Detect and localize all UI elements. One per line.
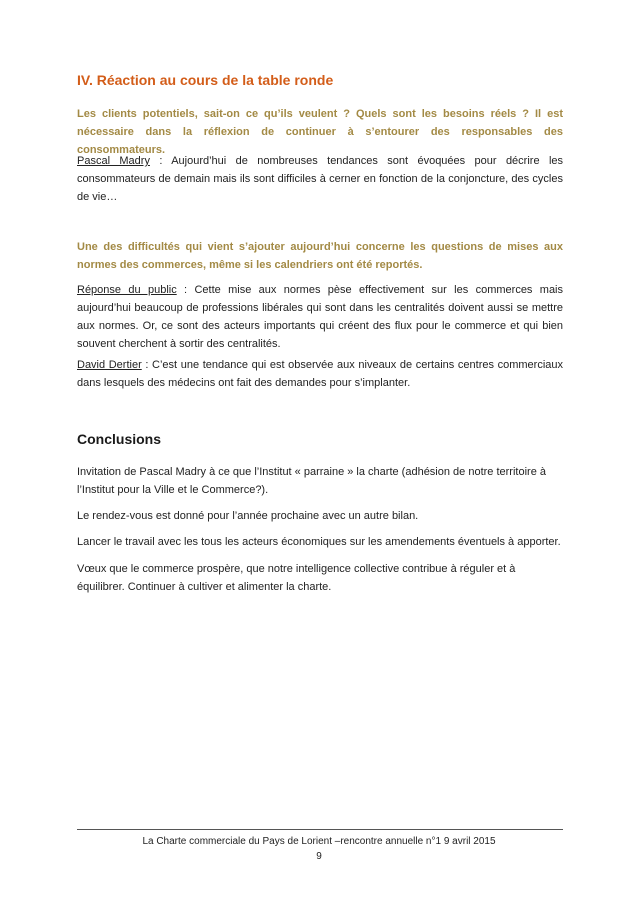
- conclusion-item: Lancer le travail avec les tous les acteurs économiques sur les amendements éventuels à apporter.: [77, 536, 561, 548]
- reply-text: Cette mise aux normes pèse effectivement sur les commerces mais aujourd’hui beaucoup de professions libérales qui sont dans les centralités doivent aussi se mettre aux normes. Or, ce sont des acteurs importants qui créent des flux pour le commerce et qui bien souvent cherchent à sortir des centralités.: [77, 284, 564, 350]
- reply-pascal-madry: [77, 152, 563, 206]
- reply-text: Aujourd’hui de nombreuses tendances sont évoquées pour décrire les consommateurs de demain mais ils sont difficiles à cerner en fonction de la conjoncture, des cycles de vie…: [77, 155, 564, 203]
- page-number: 9: [316, 851, 322, 862]
- reply-david-dertier: [77, 356, 563, 392]
- footer-text: La Charte commerciale du Pays de Lorient –rencontre annuelle n°1 9 avril 2015: [142, 836, 496, 847]
- speaker-separator: :: [141, 359, 153, 371]
- conclusion-item: Invitation de Pascal Madry à ce que l’Institut « parraine » la charte (adhésion de notre territoire à l’Institut pour la Ville et le Commerce?).: [77, 466, 546, 496]
- question-normes: Une des difficultés qui vient s’ajouter aujourd’hui concerne les questions de mises aux normes des commerces, même si les calendriers ont été reportés.: [77, 241, 563, 271]
- footer-divider: [77, 829, 563, 830]
- speaker-name: Réponse du public: [77, 284, 177, 296]
- reply-text: C’est une tendance qui est observée aux niveaux de certains centres commerciaux dans lesquels des médecins ont fait des demandes pour s’implanter.: [77, 359, 563, 389]
- conclusion-item: Le rendez-vous est donné pour l’année prochaine avec un autre bilan.: [77, 510, 419, 522]
- conclusion-item: Vœux que le commerce prospère, que notre intelligence collective contribue à réguler et à équilibrer. Continuer à cultiver et alimenter la charte.: [77, 563, 516, 593]
- conclusions-heading: Conclusions: [77, 431, 162, 447]
- speaker-name: Pascal Madry: [77, 155, 150, 167]
- speaker-name: David Dertier: [77, 359, 142, 371]
- section-heading-reaction: IV. Réaction au cours de la table ronde: [77, 72, 334, 88]
- speaker-separator: :: [176, 284, 195, 296]
- speaker-separator: :: [149, 155, 172, 167]
- question-clients: Les clients potentiels, sait-on ce qu’ils veulent ? Quels sont les besoins réels ? Il est nécessaire dans la réflexion de continuer à s’entourer des responsables des consommateurs.: [77, 108, 563, 156]
- reply-public: [77, 281, 563, 353]
- page-footer: [0, 834, 638, 864]
